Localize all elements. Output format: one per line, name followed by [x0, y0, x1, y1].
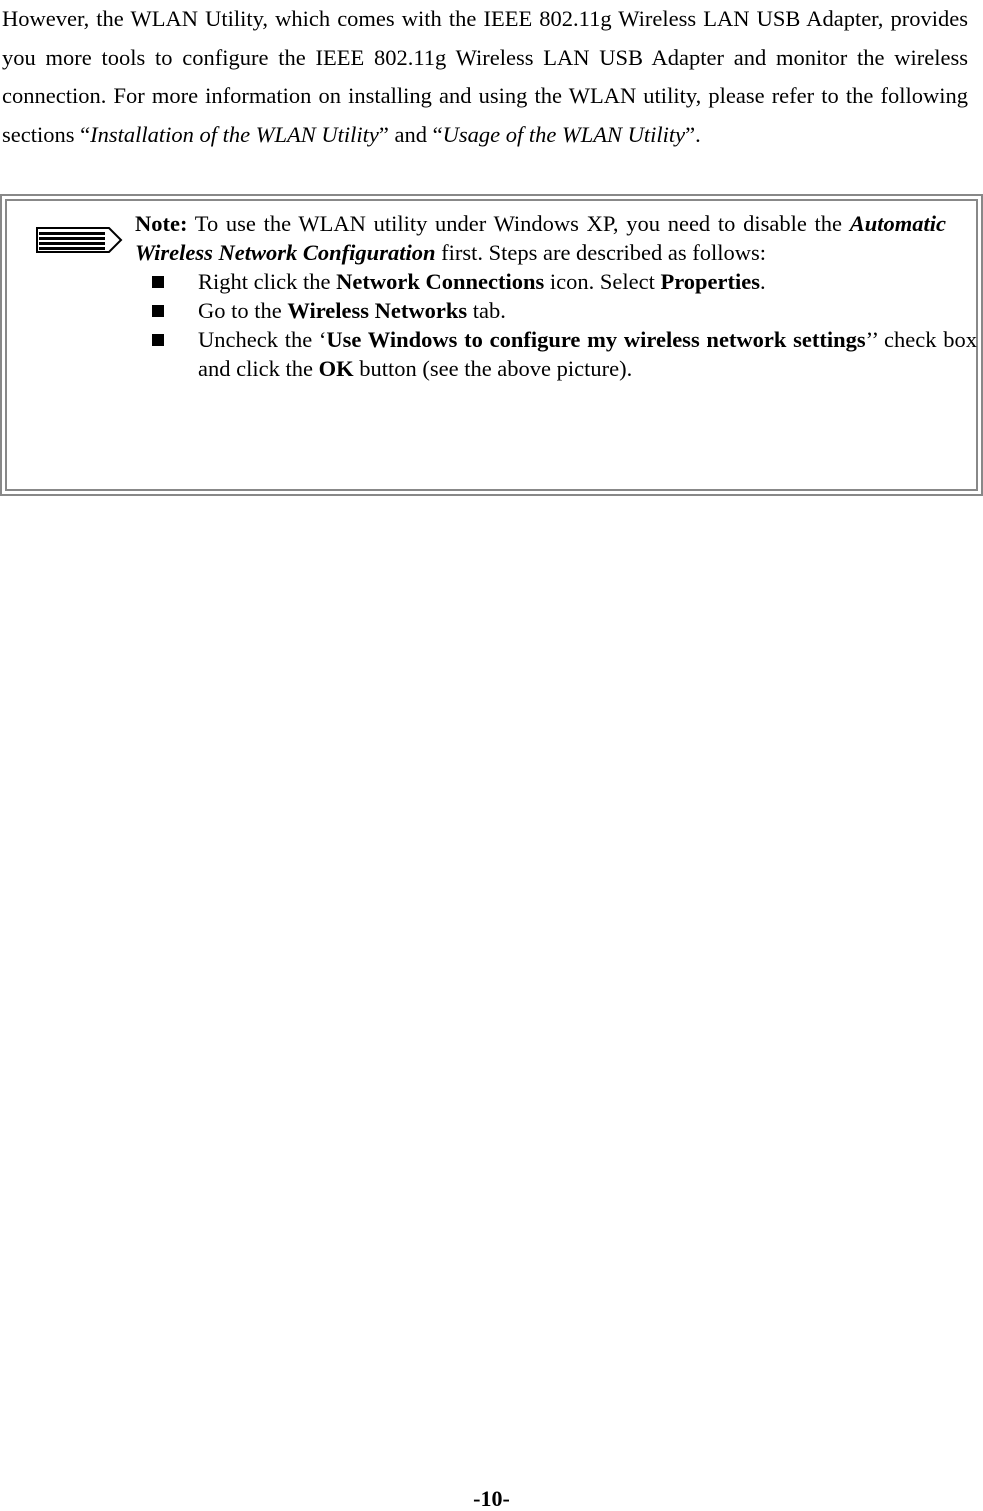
ui-term: Network Connections: [336, 269, 545, 294]
square-bullet-icon: [152, 305, 164, 317]
steps-list: [135, 267, 977, 383]
step-text: Right click the: [198, 269, 337, 294]
list-item: [135, 325, 977, 383]
ui-term: OK: [318, 356, 354, 381]
intro-conjunction: and: [388, 121, 433, 147]
ui-term: Wireless Networks: [287, 298, 468, 323]
note-label: Note:: [135, 211, 188, 236]
intro-quote-open: “: [432, 121, 443, 147]
intro-quote-close: ”: [685, 121, 696, 147]
list-item: [135, 267, 977, 296]
intro-end: .: [695, 121, 701, 147]
ui-term: Properties: [660, 269, 761, 294]
note-content: [135, 209, 978, 383]
note-arrow-icon: [35, 226, 123, 254]
square-bullet-icon: [152, 276, 164, 288]
step-text: ’’ check box and click the: [198, 327, 978, 381]
page-number: -10-: [473, 1486, 510, 1511]
square-bullet-icon: [152, 334, 164, 346]
section-reference-installation: Installation of the WLAN Utility: [90, 121, 379, 147]
section-reference-usage: Usage of the WLAN Utility: [442, 121, 686, 147]
step-text: icon. Select: [544, 269, 661, 294]
note-box: [0, 194, 983, 496]
ui-term: Use Windows to configure my wireless network settings: [326, 327, 866, 352]
intro-quote-open: “: [80, 121, 91, 147]
step-text: .: [760, 269, 766, 294]
intro-paragraph: [2, 0, 968, 154]
step-text: tab.: [467, 298, 506, 323]
step-text: button (see the above picture).: [353, 356, 633, 381]
list-item: [135, 296, 977, 325]
step-text: Go to the: [198, 298, 288, 323]
step-text: Uncheck the ‘: [198, 327, 327, 352]
intro-quote-close: ”: [378, 121, 389, 147]
note-text: first. Steps are described as follows:: [435, 240, 767, 265]
note-paragraph: [135, 209, 946, 267]
feature-name: Automatic Wireless Network Configuration: [135, 211, 946, 265]
intro-text: However, the WLAN Utility, which comes with the IEEE 802.11g Wireless LAN USB Adapter, provides you more tools to configure the IEEE 802.11g Wireless LAN USB Adapter and monitor the wireless connection. For more information on installing and using the WLAN utility, please refer to the following sections: [2, 6, 968, 147]
note-text: To use the WLAN utility under Windows XP, you need to disable the: [187, 211, 850, 236]
